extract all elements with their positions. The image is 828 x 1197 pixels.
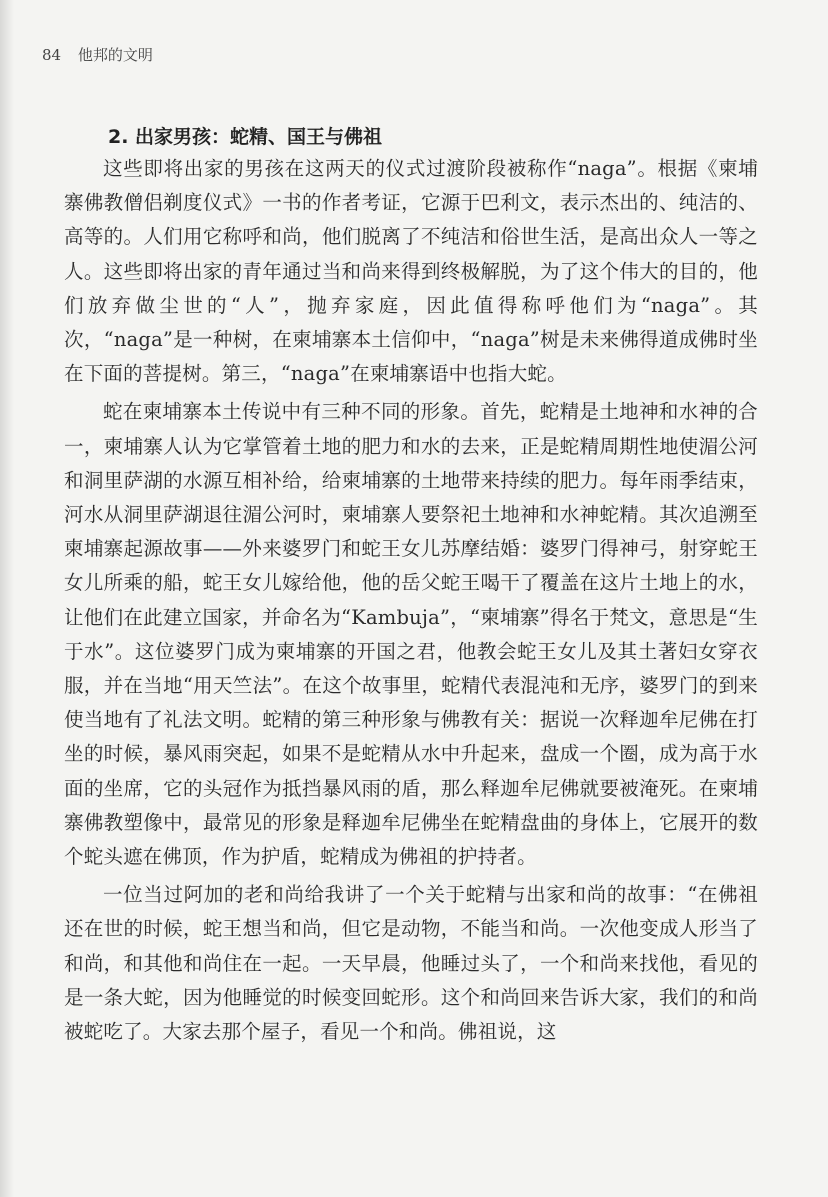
- body-text: [64, 152, 758, 1053]
- paragraph-monk-story: 一位当过阿加的老和尚给我讲了一个关于蛇精与出家和尚的故事：“在佛祖还在世的时候，蛇王想当和尚，但它是动物，不能当和尚。一次他变成人形当了和尚，和其他和尚住在一起。一天早晨，他睡过头了，一个和尚来找他，看见的是一条大蛇，因为他睡觉的时候变回蛇形。这个和尚回来告诉大家，我们的和尚被蛇吃了。大家去那个屋子，看见一个和尚。佛祖说，这: [64, 883, 758, 1044]
- section-title: 2. 出家男孩：蛇精、国王与佛祖: [108, 126, 383, 148]
- running-head: [42, 44, 153, 65]
- book-title: 他邦的文明: [77, 46, 153, 64]
- page-number: 84: [42, 46, 62, 64]
- paragraph-naga-meaning: 这些即将出家的男孩在这两天的仪式过渡阶段被称作“naga”。根据《柬埔寨佛教僧侣剃度仪式》一书的作者考证，它源于巴利文，表示杰出的、纯洁的、高等的。人们用它称呼和尚，他们脱离了不纯洁和俗世生活，是高出众人一等之人。这些即将出家的青年通过当和尚来得到终极解脱，为了这个伟大的目的，他们放弃做尘世的“人”，抛弃家庭，因此值得称呼他们为“naga”。其次，“naga”是一种树，在柬埔寨本土信仰中，“naga”树是未来佛得道成佛时坐在下面的菩提树。第三，“naga”在柬埔寨语中也指大蛇。: [64, 157, 758, 386]
- paragraph-snake-images: 蛇在柬埔寨本土传说中有三种不同的形象。首先，蛇精是土地神和水神的合一，柬埔寨人认为它掌管着土地的肥力和水的去来，正是蛇精周期性地使湄公河和洞里萨湖的水源互相补给，给柬埔寨的土地带来持续的肥力。每年雨季结束，河水从洞里萨湖退往湄公河时，柬埔寨人要祭祀土地神和水神蛇精。其次追溯至柬埔寨起源故事——外来婆罗门和蛇王女儿苏摩结婚：婆罗门得神弓，射穿蛇王女儿所乘的船，蛇王女儿嫁给他，他的岳父蛇王喝干了覆盖在这片土地上的水，让他们在此建立国家，并命名为“Kambuja”，“柬埔寨”得名于梵文，意思是“生于水”。这位婆罗门成为柬埔寨的开国之君，他教会蛇王女儿及其土著妇女穿衣服，并在当地“用天竺法”。在这个故事里，蛇精代表混沌和无序，婆罗门的到来使当地有了礼法文明。蛇精的第三种形象与佛教有关：据说一次释迦牟尼佛在打坐的时候，暴风雨突起，如果不是蛇精从水中升起来，盘成一个圈，成为高于水面的坐席，它的头冠作为抵挡暴风雨的盾，那么释迦牟尼佛就要被淹死。在柬埔寨佛教塑像中，最常见的形象是释迦牟尼佛坐在蛇精盘曲的身体上，它展开的数个蛇头遮在佛顶，作为护盾，蛇精成为佛祖的护持者。: [64, 400, 758, 869]
- page-gutter-shadow: [0, 0, 14, 1197]
